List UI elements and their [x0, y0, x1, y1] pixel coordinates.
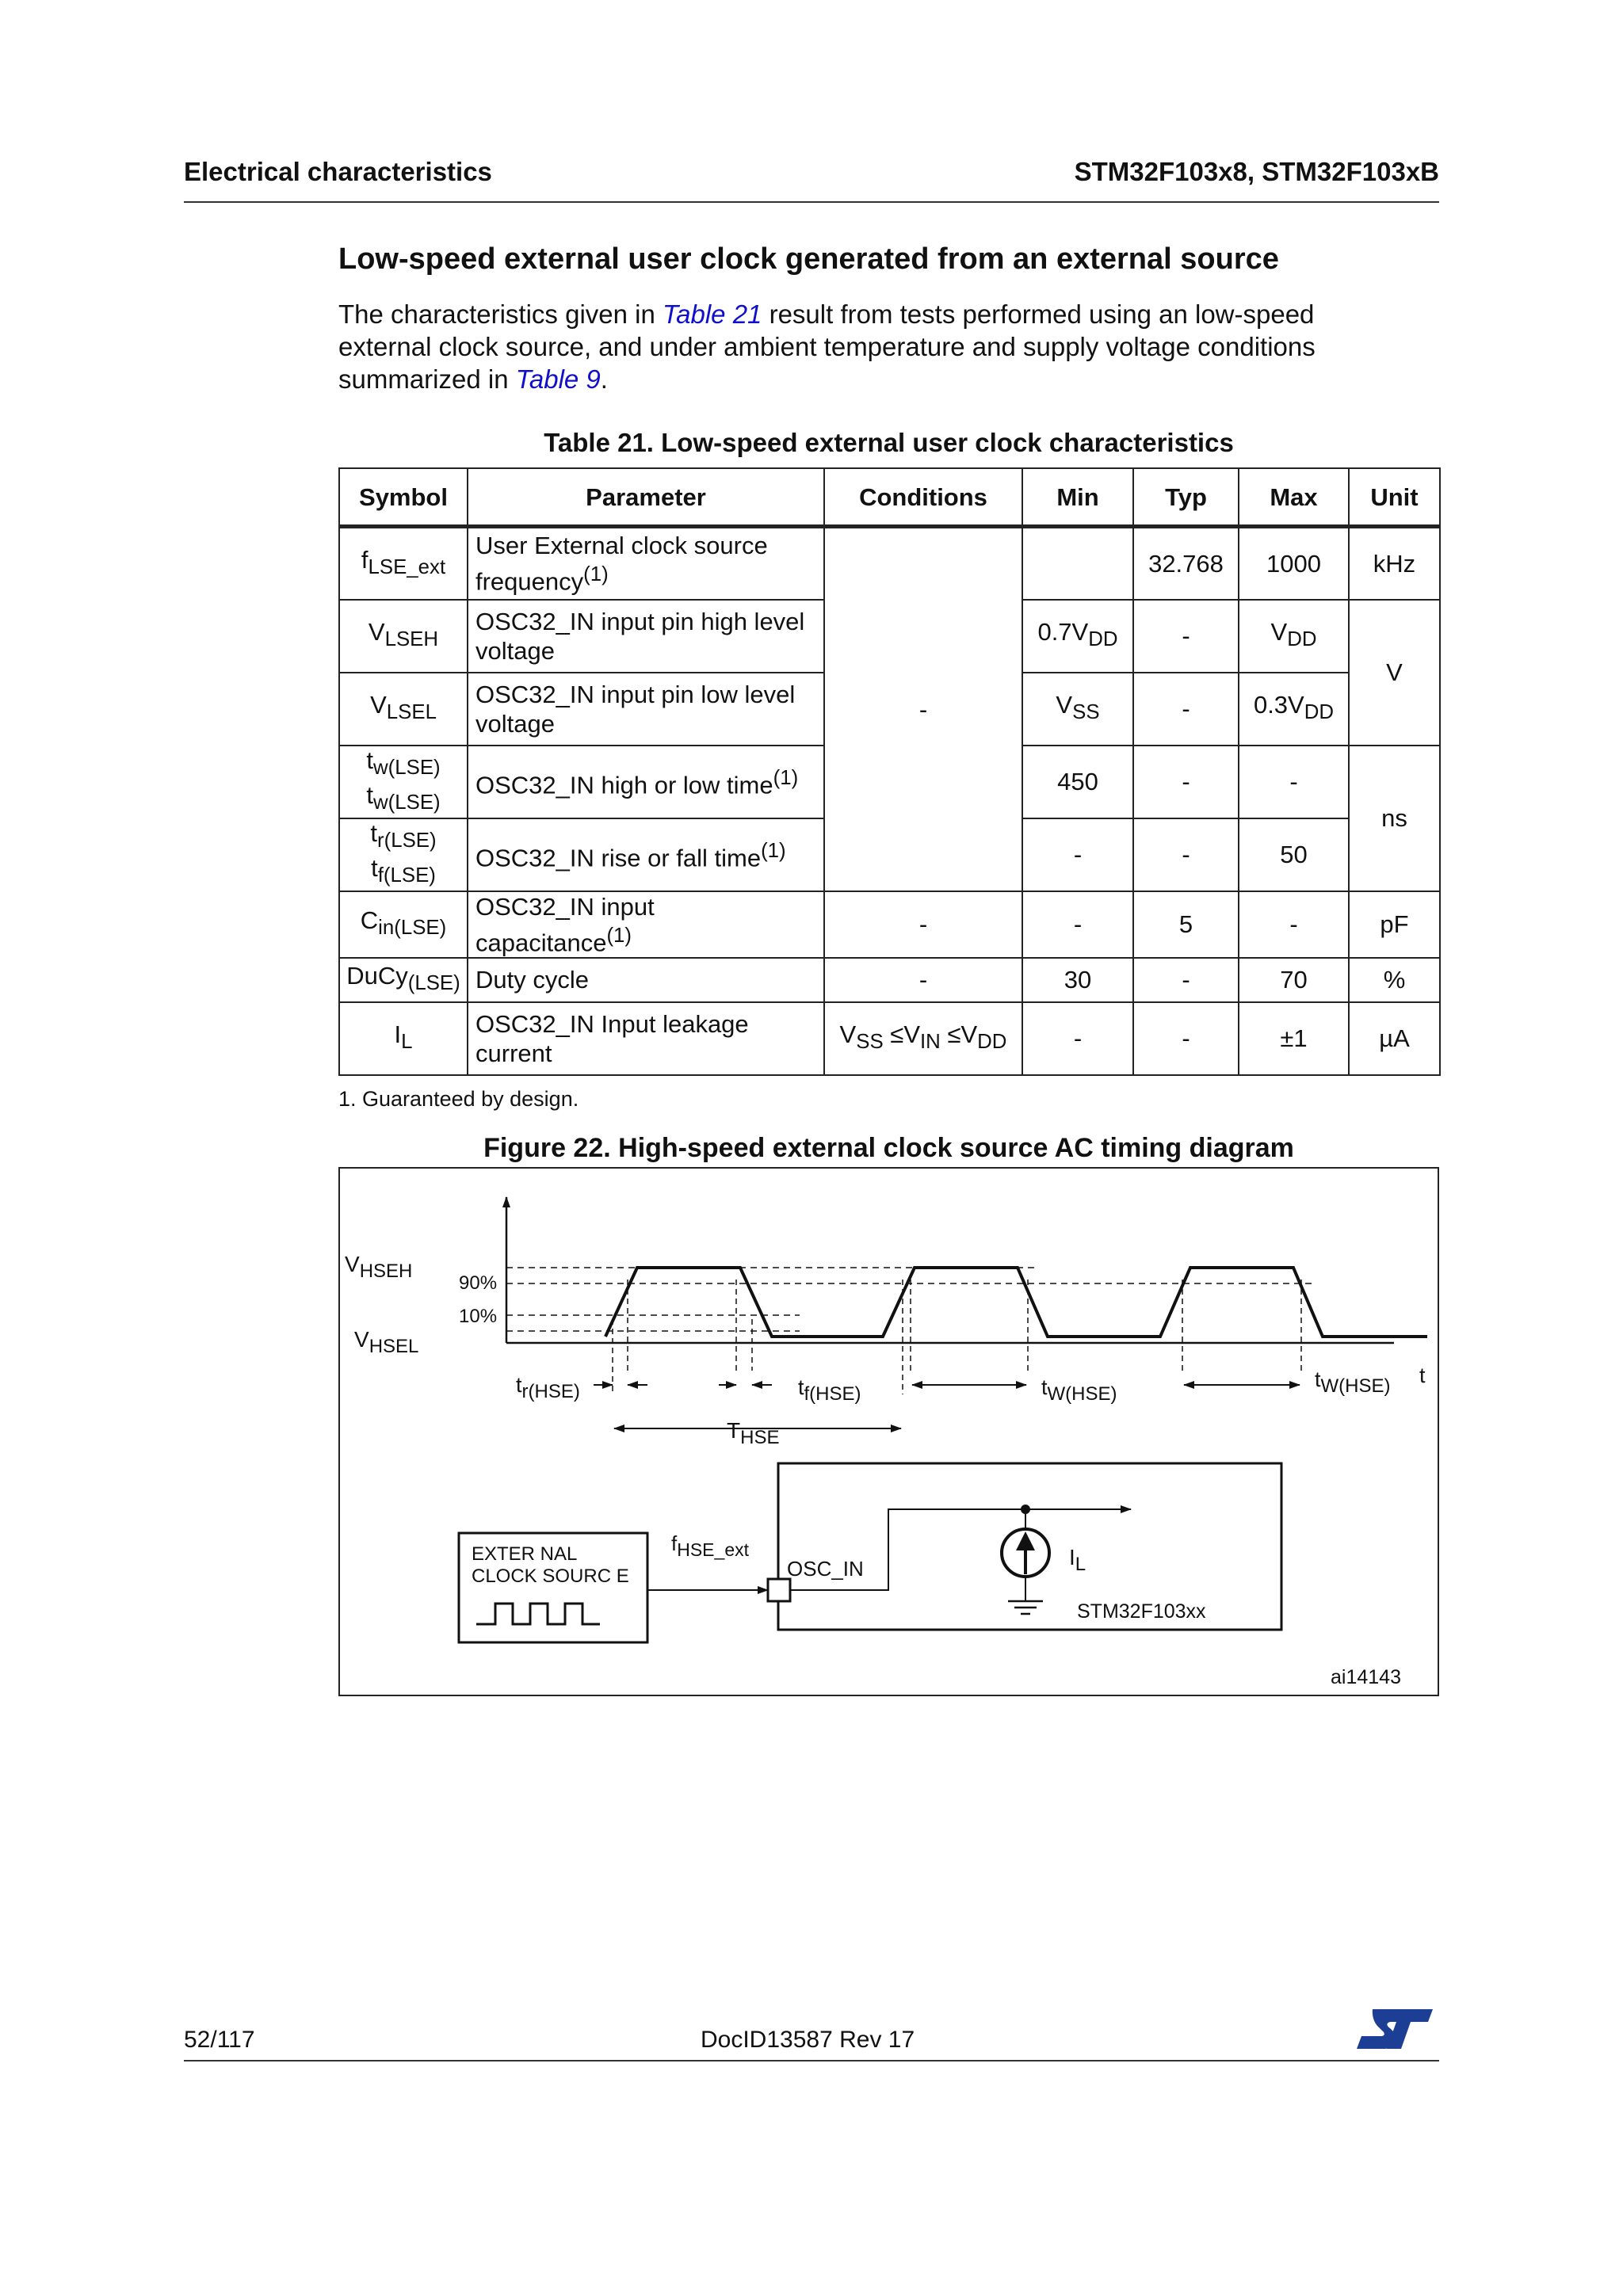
timing-diagram-frame [338, 1167, 1439, 1696]
timing-markers [613, 1280, 1301, 1394]
il-label: IL [1069, 1545, 1086, 1575]
unit-cell: ns [1349, 746, 1440, 891]
document-id: DocID13587 Rev 17 [701, 2027, 915, 2053]
conditions-cell: - [824, 891, 1022, 958]
vhsel-label: VHSEL [354, 1327, 419, 1357]
current-source-arrow [1016, 1531, 1035, 1550]
pct90-label: 90% [459, 1272, 498, 1294]
header-symbol: Symbol [339, 468, 468, 527]
max-cell: ±1 [1239, 1002, 1349, 1075]
unit-cell: kHz [1349, 527, 1440, 600]
parameter-cell: OSC32_IN Input leakage current [468, 1002, 824, 1075]
intro-text-2: result from tests performed using an low-speed external clock source, and under ambient temperature and supply voltage conditions summarized in [338, 299, 1316, 394]
typ-cell: - [1133, 600, 1239, 673]
unit-cell: V [1349, 600, 1440, 746]
intro-text-1: The characteristics given in [338, 299, 663, 329]
max-cell: - [1239, 746, 1349, 818]
header-parameter: Parameter [468, 468, 824, 527]
table-header-row [339, 468, 1440, 527]
square-wave-icon [476, 1604, 600, 1624]
tr-label: tr(HSE) [516, 1373, 580, 1402]
parameter-cell: OSC32_IN rise or fall time$^{(1)}$ [468, 818, 824, 891]
timing-diagram [340, 1169, 1438, 1695]
min-cell: 450 [1022, 746, 1133, 818]
table-9-link[interactable]: Table 9 [515, 364, 601, 394]
intro-paragraph [338, 298, 1392, 395]
time-axis-label: t [1419, 1363, 1426, 1387]
min-cell: 30 [1022, 958, 1133, 1002]
figure-caption: Figure 22. High-speed external clock source AC timing diagram [483, 1133, 1294, 1163]
table-row [339, 527, 1440, 600]
symbol-cell: $t_{w(LSE)}$ $t_{w(LSE)}$ [339, 746, 468, 818]
tw2-label: tW(HSE) [1315, 1367, 1391, 1397]
symbol-cell: $C_{in(LSE)}$ [339, 891, 468, 958]
header-part-numbers: STM32F103x8, STM32F103xB [1074, 157, 1439, 186]
osc-in-pin [768, 1579, 790, 1601]
intro-text-3: . [600, 364, 608, 394]
ground-icon [1008, 1601, 1043, 1614]
header-unit: Unit [1349, 468, 1440, 527]
table-row [339, 958, 1440, 1002]
typ-cell: - [1133, 958, 1239, 1002]
clock-waveform [605, 1268, 1427, 1337]
vhseh-label: VHSEH [345, 1252, 413, 1282]
typ-cell: - [1133, 746, 1239, 818]
max-cell: 1000 [1239, 527, 1349, 600]
typ-cell: 5 [1133, 891, 1239, 958]
thse-label: THSE [727, 1418, 780, 1448]
symbol-cell: $t_{r(LSE)}$ $t_{f(LSE)}$ [339, 818, 468, 891]
max-cell: $V_{DD}$ [1239, 600, 1349, 673]
page-number: 52/117 [184, 2027, 255, 2053]
min-cell: $0.7V_{DD}$ [1022, 600, 1133, 673]
header-section-title: Electrical characteristics [184, 157, 492, 186]
conditions-merged-cell: - [824, 527, 1022, 891]
header-divider [184, 201, 1439, 203]
typ-cell: 32.768 [1133, 527, 1239, 600]
ext-label-line1: EXTER NAL [472, 1543, 578, 1565]
min-cell: - [1022, 1002, 1133, 1075]
unit-cell: pF [1349, 891, 1440, 958]
st-logo-icon [1355, 2006, 1434, 2052]
conditions-cell: - [824, 958, 1022, 1002]
header-conditions: Conditions [824, 468, 1022, 527]
unit-cell: % [1349, 958, 1440, 1002]
table-caption: Table 21. Low-speed external user clock characteristics [544, 428, 1234, 457]
max-cell: - [1239, 891, 1349, 958]
max-cell: 50 [1239, 818, 1349, 891]
lse-characteristics-table [338, 467, 1441, 1076]
header-max: Max [1239, 468, 1349, 527]
typ-cell: - [1133, 1002, 1239, 1075]
symbol-cell: $f_{LSE\_ext}$ [339, 527, 468, 600]
parameter-cell: User External clock source frequency$^{(1)}$ [468, 527, 824, 600]
typ-cell: - [1133, 673, 1239, 746]
header-min: Min [1022, 468, 1133, 527]
parameter-cell: OSC32_IN input pin low level voltage [468, 673, 824, 746]
min-cell [1022, 527, 1133, 600]
tw1-label: tW(HSE) [1041, 1375, 1117, 1405]
unit-cell: µA [1349, 1002, 1440, 1075]
max-cell: 70 [1239, 958, 1349, 1002]
symbol-cell: $I_L$ [339, 1002, 468, 1075]
tf-label: tf(HSE) [798, 1375, 861, 1405]
parameter-cell: Duty cycle [468, 958, 824, 1002]
parameter-cell: OSC32_IN high or low time$^{(1)}$ [468, 746, 824, 818]
ext-label-line2: CLOCK SOURC E [472, 1566, 629, 1587]
device-label: STM32F103xx [1077, 1600, 1206, 1623]
parameter-cell: OSC32_IN input pin high level voltage [468, 600, 824, 673]
table-row [339, 891, 1440, 958]
min-cell: - [1022, 891, 1133, 958]
typ-cell: - [1133, 818, 1239, 891]
conditions-cell: $V_{SS} \le V_{IN} \le V_{DD}$ [824, 1002, 1022, 1075]
header-typ: Typ [1133, 468, 1239, 527]
min-cell: - [1022, 818, 1133, 891]
parameter-cell: OSC32_IN input capacitance$^{(1)}$ [468, 891, 824, 958]
table-21-link[interactable]: Table 21 [663, 299, 762, 329]
section-title: Low-speed external user clock generated from an external source [338, 242, 1279, 276]
table-row [339, 1002, 1440, 1075]
max-cell: $0.3V_{DD}$ [1239, 673, 1349, 746]
table-footnote: 1. Guaranteed by design. [338, 1087, 579, 1111]
figure-reference-id: ai14143 [1331, 1666, 1401, 1688]
symbol-cell: $V_{LSEL}$ [339, 673, 468, 746]
osc-in-label: OSC_IN [787, 1557, 864, 1581]
symbol-cell: $V_{LSEH}$ [339, 600, 468, 673]
pct10-label: 10% [459, 1306, 498, 1327]
footer-divider [184, 2060, 1439, 2061]
min-cell: $V_{SS}$ [1022, 673, 1133, 746]
fhse-label: fHSE_ext [671, 1531, 749, 1560]
symbol-cell: DuCy$_{(LSE)}$ [339, 958, 468, 1002]
